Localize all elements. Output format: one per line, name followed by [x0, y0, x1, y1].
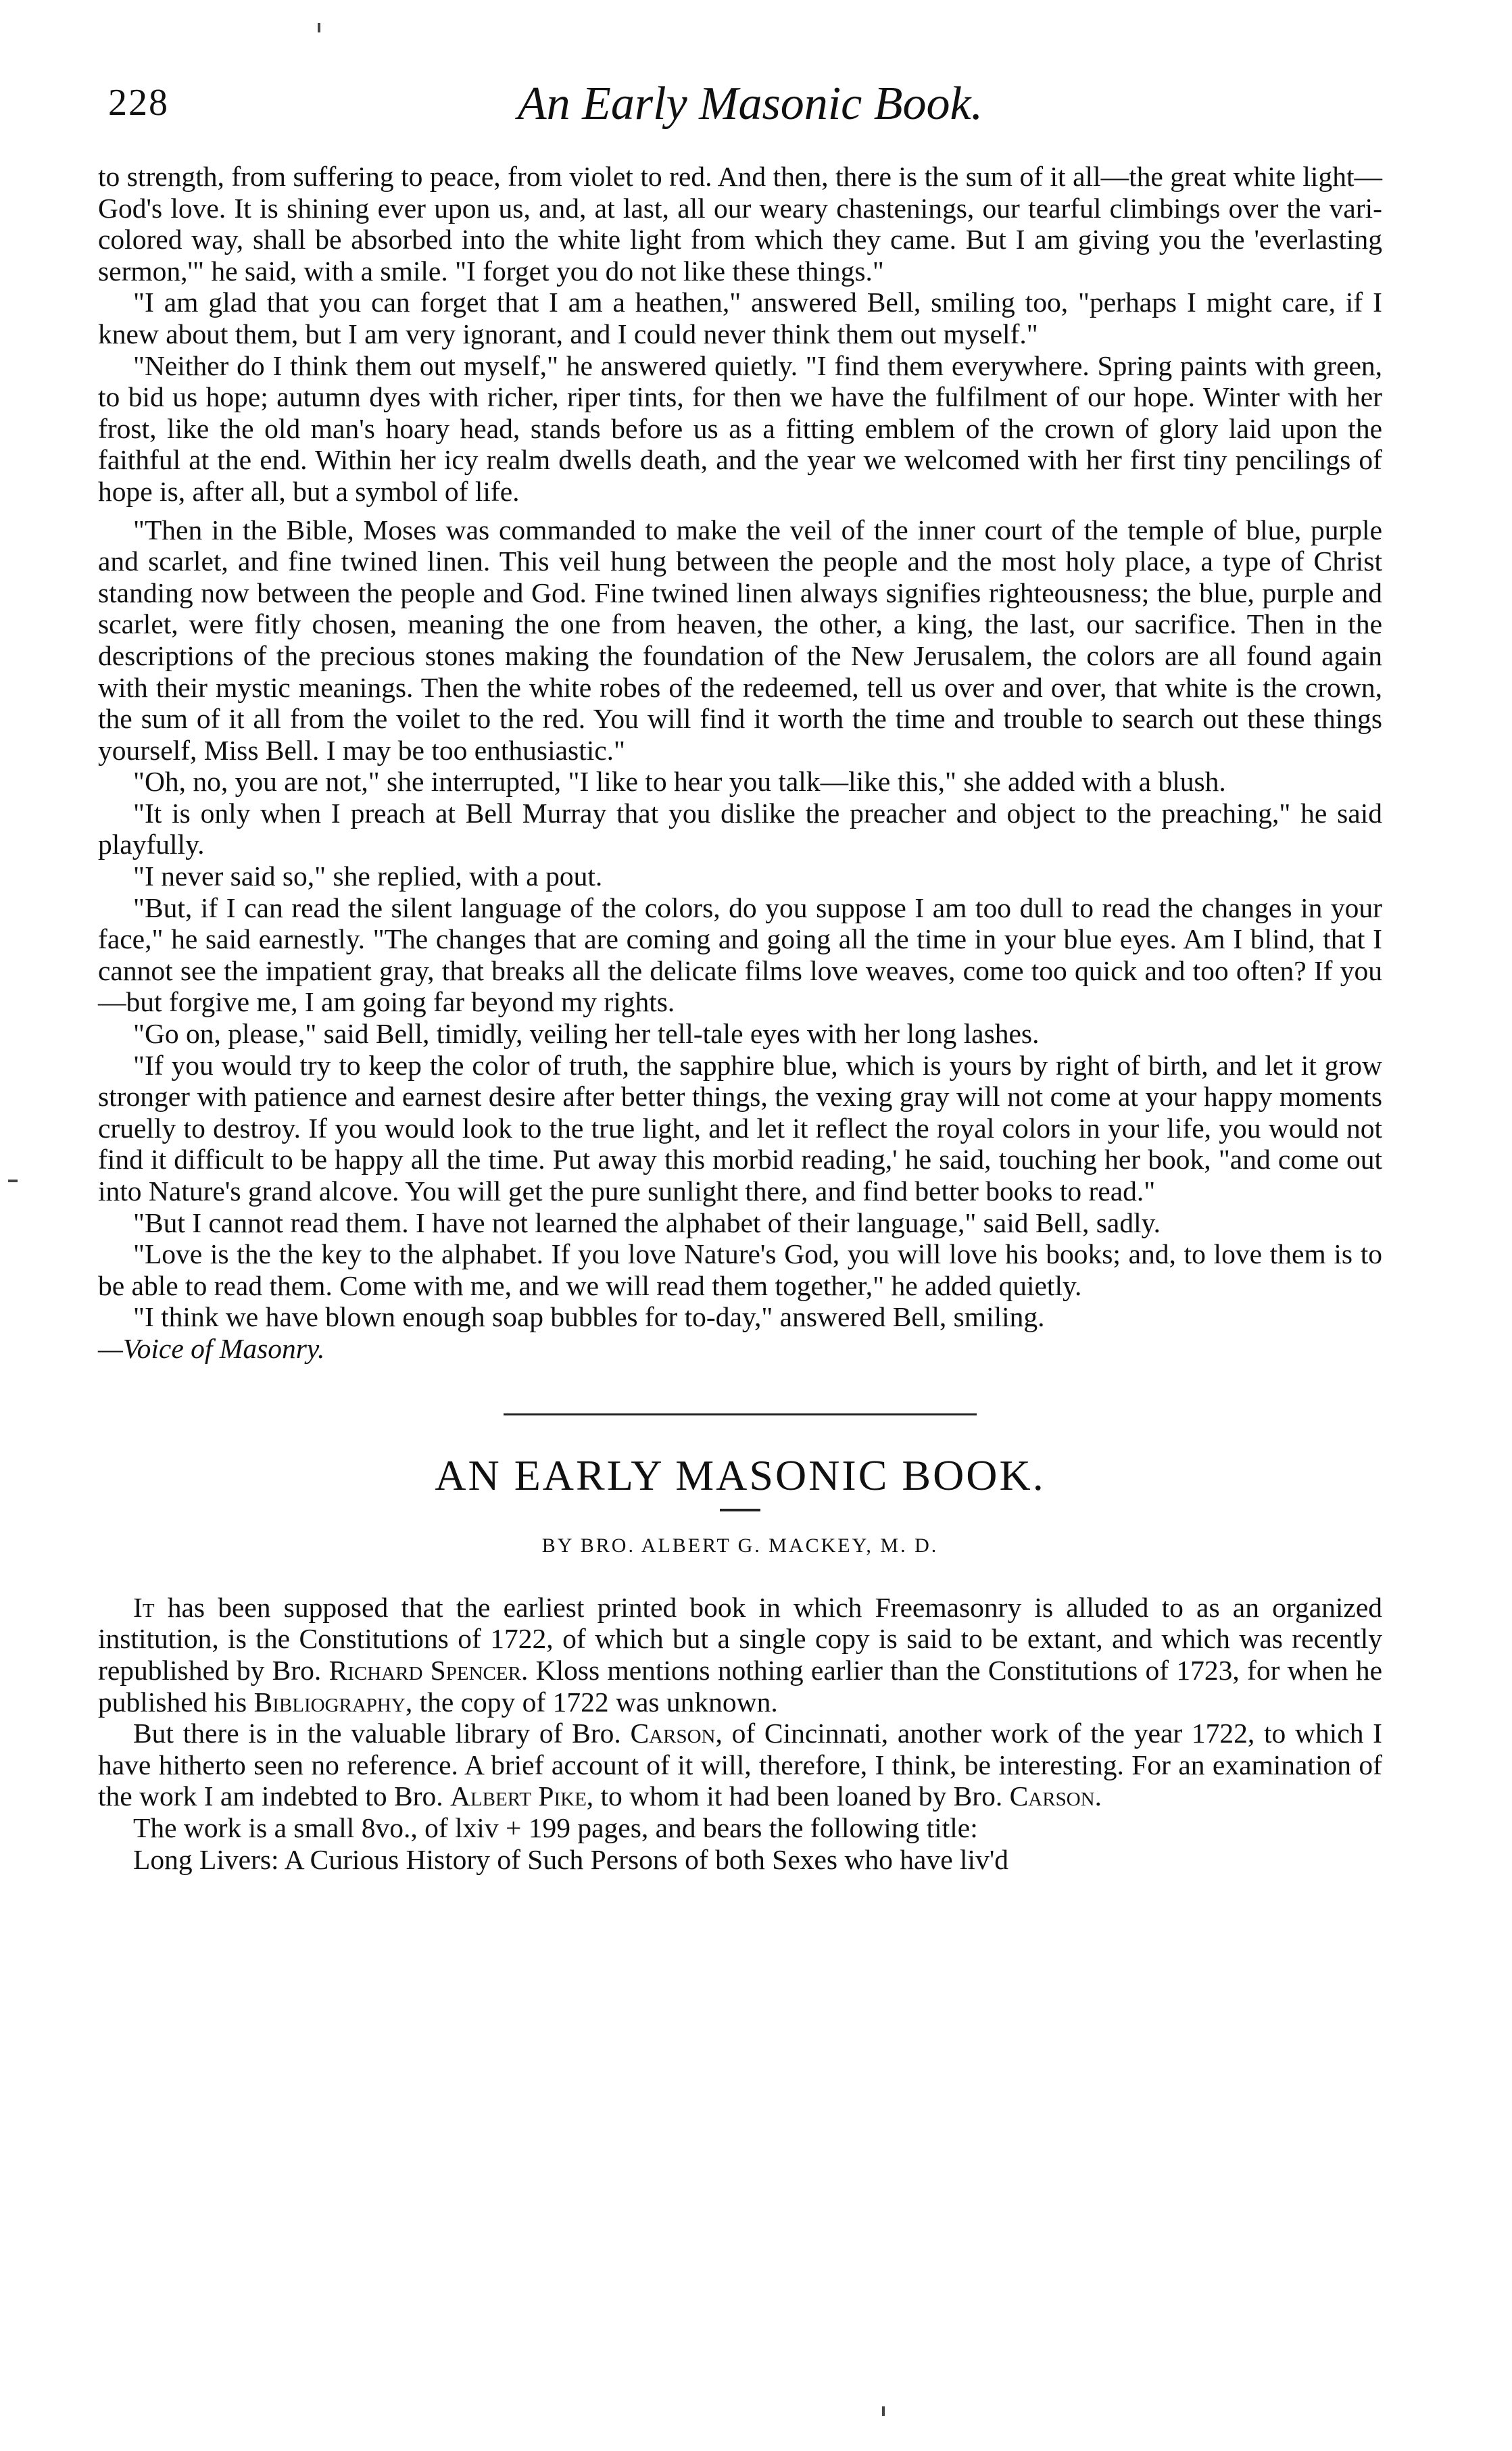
paragraph: to strength, from suffering to peace, from violet to red. And then, there is the sum of it all—the great white light—God's love. It is shining ever upon us, and, at last, all our weary chastenings, our tearful climbings over the vari-colored way, shall be absorbed into the white light from which they came. But I am giving you the 'everlasting sermon,'" he said, with a smile. "I forget you do not like these things." [98, 161, 1382, 287]
paragraph: "I never said so," she replied, with a pout. [133, 860, 603, 892]
page-body [98, 161, 1382, 1875]
paragraph: "It is only when I preach at Bell Murray that you dislike the preacher and object to the preaching," he said playfully. [98, 797, 1382, 860]
paragraph: It has been supposed that the earliest printed book in which Freemasonry is alluded to as an organized institution, is the Constitutions of 1722, of which but a single copy is said to be extant, and which was recently republished by Bro. Richard Spencer. Kloss mentions nothing earlier than the Constitutions of 1723, for when he published his Bibliography, the copy of 1722 was unknown. [98, 1591, 1382, 1718]
paragraph: "Then in the Bible, Moses was commanded to make the veil of the inner court of the temple of blue, purple and scarlet, and fine twined linen. This veil hung between the people and the most holy place, a type of Christ standing now between the people and God. Fine twined linen always signifies righteousness; the blue, purple and scarlet, were fitly chosen, meaning the one from heaven, the other, a king, the last, our sacrifice. Then in the descriptions of the precious stones making the foundation of the New Jerusalem, the colors are all found again with their mystic meanings. Then the white robes of the redeemed, tell us over and over, that white is the crown, the sum of it all from the voilet to the red. You will find it worth the time and trouble to search out these things yourself, Miss Bell. I may be too enthusiastic." [98, 514, 1382, 766]
running-title: An Early Masonic Book. [517, 78, 983, 130]
print-speck [8, 1180, 18, 1182]
page-header [108, 78, 1392, 142]
paragraph: "I am glad that you can forget that I am a heathen," answered Bell, smiling too, "perhaps I might care, if I knew about them, but I am very ignorant, and I could never think them out myself." [98, 287, 1382, 349]
paragraph: "But, if I can read the silent language of the colors, do you suppose I am too dull to read the changes in your face," he said earnestly. "The changes that are coming and going all the time in your blue eyes. Am I blind, that I cannot see the impatient gray, that breaks all the delicate films love weaves, come too quick and too often? If you—but forgive me, I am going far beyond my rights. [98, 892, 1382, 1018]
paragraph: "Neither do I think them out myself," he answered quietly. "I find them everywhere. Spring paints with green, to bid us hope; autumn dyes with richer, riper tints, for then we have the fulfilment of our hope. Winter with her frost, like the old man's hoary head, stands before us as a fitting emblem of the crown of glory laid upon the faithful at the end. Within her icy realm dwells death, and the year we welcomed with her first tiny pencilings of hope is, after all, but a symbol of life. [98, 349, 1382, 507]
print-speck [318, 23, 320, 32]
article-title: AN EARLY MASONIC BOOK. [435, 1451, 1046, 1499]
section-divider [504, 1413, 977, 1415]
paragraph: The work is a small 8vo., of lxiv + 199 pages, and bears the following title: [133, 1812, 978, 1843]
paragraph: "I think we have blown enough soap bubbles for to-day," answered Bell, smiling. [133, 1301, 1045, 1333]
paragraph: But there is in the valuable library of Bro. Carson, of Cincinnati, another work of the year 1722, to which I have hitherto seen no reference. A brief account of it will, therefore, I think, be interesting. For an examination of the work I am indebted to Bro. Albert Pike, to whom it had been loaned by Bro. Carson. [98, 1718, 1382, 1812]
person-name: Albert Pike [449, 1780, 587, 1812]
title-rule [720, 1509, 760, 1511]
byline: BY BRO. ALBERT G. MACKEY, M. D. [541, 1534, 939, 1557]
paragraph: "Love is the the key to the alphabet. If you love Nature's God, you will love his books; and, to love them is to be able to read them. Come with me, and we will read them together," he added quietly. [98, 1238, 1382, 1301]
paragraph: "Oh, no, you are not," she interrupted, "I like to hear you talk—like this," she added with a blush. [133, 766, 1226, 798]
paragraph: Long Livers: A Curious History of Such Persons of both Sexes who have liv'd [133, 1843, 1009, 1875]
book-title: Bibliography [253, 1686, 406, 1718]
paragraph: "If you would try to keep the color of truth, the sapphire blue, which is yours by right of birth, and let it grow stronger with patience and earnest desire after better things, the vexing gray will not come at your happy moments cruelly to destroy. If you would look to the true light, and let it reflect the royal colors in your life, you would not find it difficult to be happy all the time. Put away this morbid reading,' he said, touching her book, "and come out into Nature's grand alcove. You will get the pure sunlight there, and find better books to read." [98, 1049, 1382, 1207]
person-name: Carson [1009, 1780, 1095, 1812]
person-name: Carson [630, 1718, 716, 1749]
lead-word: It [133, 1591, 155, 1623]
source-attribution: —Voice of Masonry. [98, 1332, 325, 1364]
paragraph: "Go on, please," said Bell, timidly, veiling her tell-tale eyes with her long lashes. [133, 1018, 1040, 1050]
print-speck [882, 2406, 885, 2416]
paragraph: "But I cannot read them. I have not learned the alphabet of their language," said Bell, sadly. [133, 1207, 1161, 1238]
page-number: 228 [108, 82, 169, 124]
person-name: Richard Spencer [328, 1654, 521, 1686]
